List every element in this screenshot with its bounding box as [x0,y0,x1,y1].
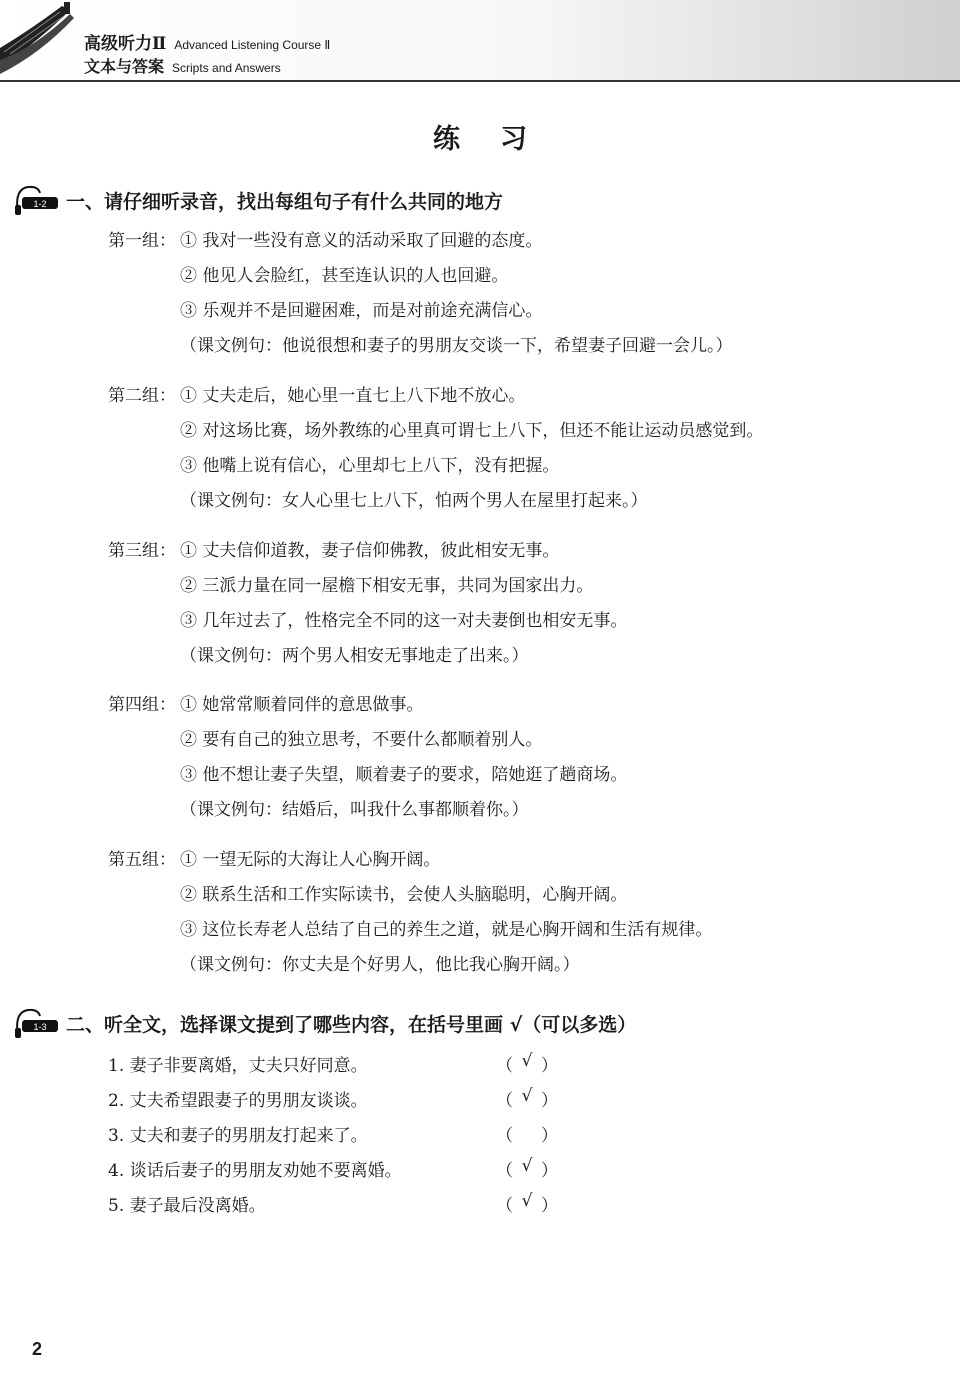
bracket-open: （ [496,1161,513,1181]
bracket-close: ） [541,1091,558,1111]
group-1-sentence-3: ③ 乐观并不是回避困难，而是对前途充满信心。 [180,301,543,321]
group-2-example: （课文例句：女人心里七上八下，怕两个男人在屋里打起来。） [180,491,648,511]
section-2-heading [12,1003,636,1043]
answer-2 [496,1086,558,1111]
choice-item-3: 3. 丈夫和妻子的男朋友打起来了。 [108,1126,368,1146]
bracket-close: ） [541,1126,558,1146]
group-3-sentence-3: ③ 几年过去了，性格完全不同的这一对夫妻倒也相安无事。 [180,611,628,631]
group-5-sentence-2: ② 联系生活和工作实际读书，会使人头脑聪明，心胸开阔。 [180,885,628,905]
choice-item-5: 5. 妻子最后没离婚。 [108,1196,266,1216]
check-mark: √ [521,1051,533,1071]
group-2-sentence-1: ① 丈夫走后，她心里一直七上八下地不放心。 [180,386,526,406]
bracket-open: （ [496,1091,513,1111]
check-mark: √ [521,1156,533,1176]
group-4-label: 第四组： [108,695,176,715]
group-5-sentence-1: ① 一望无际的大海让人心胸开阔。 [180,850,441,870]
group-4-label-row [108,690,423,715]
group-3-label-row [108,536,559,561]
book-title-cn: 高级听力Ⅱ [84,34,167,54]
answer-4 [496,1156,558,1181]
bracket-open: （ [496,1196,513,1216]
group-5-label-row [108,845,440,870]
choice-item-1: 1. 妻子非要离婚，丈夫只好同意。 [108,1056,368,1076]
section-1-title: 一、请仔细听录音，找出每组句子有什么共同的地方 [66,190,504,213]
headphone-icon [12,183,60,217]
headphone-icon [12,1006,60,1040]
check-mark: √ [521,1086,533,1106]
page-title: 练习 [433,124,567,155]
track-number: 1-2 [33,199,47,209]
group-3-sentence-1: ① 丈夫信仰道教，妻子信仰佛教，彼此相安无事。 [180,541,560,561]
book-title-en: Advanced Listening Course Ⅱ [174,38,331,52]
group-4-sentence-1: ① 她常常顺着同伴的意思做事。 [180,695,424,715]
group-3-sentence-2: ② 三派力量在同一屋檐下相安无事，共同为国家出力。 [180,576,594,596]
book-subtitle [84,54,281,74]
choice-item-4: 4. 谈话后妻子的男朋友劝她不要离婚。 [108,1161,402,1181]
subtitle-en: Scripts and Answers [172,61,281,75]
group-3-example: （课文例句：两个男人相安无事地走了出来。） [180,646,529,666]
bracket-close: ） [541,1161,558,1181]
group-1-sentence-2: ② 他见人会脸红，甚至连认识的人也回避。 [180,266,509,286]
group-1-sentence-1: ① 我对一些没有意义的活动采取了回避的态度。 [180,231,543,251]
group-2-sentence-3: ③ 他嘴上说有信心，心里却七上八下，没有把握。 [180,456,560,476]
group-4-sentence-2: ② 要有自己的独立思考，不要什么都顺着别人。 [180,730,543,750]
answer-5 [496,1191,558,1216]
page-number: 2 [32,1339,43,1359]
answer-3 [496,1121,558,1146]
group-2-sentence-2: ② 对这场比赛，场外教练的心里真可谓七上八下，但还不能让运动员感觉到。 [180,421,764,441]
check-mark: √ [521,1191,533,1211]
group-5-sentence-3: ③ 这位长寿老人总结了自己的养生之道，就是心胸开阔和生活有规律。 [180,920,713,940]
pagoda-roof-icon [0,0,90,78]
group-2-label-row [108,381,525,406]
group-1-example: （课文例句：他说很想和妻子的男朋友交谈一下，希望妻子回避一会儿。） [180,336,733,356]
bracket-close: ） [541,1196,558,1216]
group-3-label: 第三组： [108,541,176,561]
answer-1 [496,1051,558,1076]
bracket-open: （ [496,1056,513,1076]
choice-item-2: 2. 丈夫希望跟妻子的男朋友谈谈。 [108,1091,368,1111]
track-number: 1-3 [33,1022,47,1032]
bracket-open: （ [496,1126,513,1146]
section-2-title: 二、听全文，选择课文提到了哪些内容，在括号里画 √（可以多选） [66,1013,637,1036]
section-1-heading [12,180,503,220]
page-header [0,0,960,82]
group-5-example: （课文例句：你丈夫是个好男人，他比我心胸开阔。） [180,955,580,975]
group-4-example: （课文例句：结婚后，叫我什么事都顺着你。） [180,800,529,820]
bracket-close: ） [541,1056,558,1076]
subtitle-cn: 文本与答案 [84,57,165,76]
group-4-sentence-3: ③ 他不想让妻子失望，顺着妻子的要求，陪她逛了趟商场。 [180,765,628,785]
group-5-label: 第五组： [108,850,176,870]
group-1-label-row [108,226,542,251]
group-1-label: 第一组： [108,231,176,251]
group-2-label: 第二组： [108,386,176,406]
book-title [84,29,330,53]
